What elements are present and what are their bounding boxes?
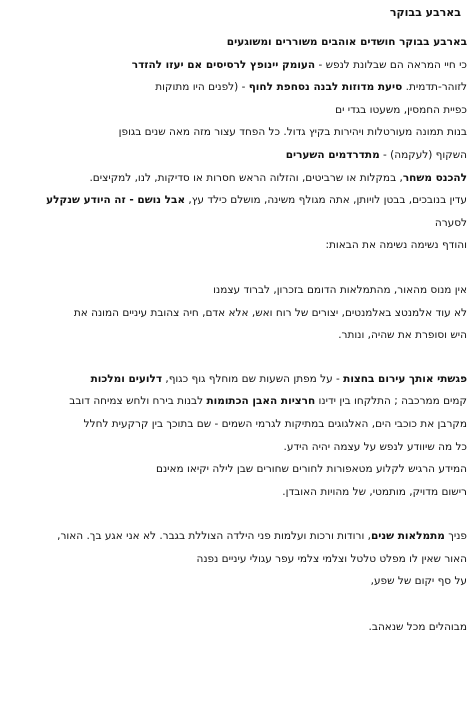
stanza-gap [8, 503, 467, 525]
text-line [8, 76, 467, 99]
text-span: , במקלות או שרביטים, והזלוה הראש חסרות או סדיקות, לנו, למקיצים. [89, 171, 403, 184]
text-line: לסערה [434, 216, 467, 229]
text-line: המידע הרגיש לקלוע מטאפורות לחורים שחורים שבן לילה יקיאו מאינם [155, 463, 467, 476]
emphasis-span: סיעת מדוזות לבנה נסחפת לחוף [248, 81, 403, 94]
text-span: פניך [444, 530, 467, 543]
text-line: אין מנוס מהאור, מהתמלאות הדומם בזכרון, לברוד עצמנו [213, 283, 467, 296]
text-line: כל מה שיוודע לנפש על עצמה יהיה הידע. [283, 440, 467, 453]
text-line [8, 368, 467, 391]
text-line: מבוהלים מכל שנאהב. [368, 621, 467, 634]
stanza-gap [8, 347, 467, 368]
text-span: - (לפנים היו מתוקות [155, 81, 249, 94]
text-span: עדין בנובכים, בבטן לויותן, אתה מגולף משינה, מושלם כילד עץ, [185, 194, 467, 207]
text-line: האור שאין לו מפלט טלטל וצלמי צלמי עפר עגולי עיניים נפנה [196, 552, 467, 565]
text-line: לא עוד אלמנטצ באלמנטים, יצורים של רוח ואש, אלא אדם, חיה צהובת עיניים המונה את [73, 306, 467, 319]
text-line: בארבע בבוקר חושדים אוהבים משוררים ומשוגעים [226, 36, 467, 48]
text-line [8, 390, 467, 413]
document-title: בארבע בבוקר [389, 6, 461, 19]
text-line [8, 525, 467, 548]
text-line [8, 167, 467, 190]
text-span: לבנות בירח ולחש צמיחה דובב [69, 395, 207, 408]
text-line: היש וסופרת את שהיה, ונותר. [338, 329, 467, 342]
stanza-gap [8, 593, 467, 616]
emphasis-span: להכנס משחר [402, 171, 467, 184]
text-line [8, 54, 467, 77]
text-span: השקוף (לעקמה) - [379, 148, 467, 161]
text-span: לזוהר-תדמית. [402, 81, 467, 94]
text-line: והודף נשימה נשימה את הבאות: [325, 239, 467, 252]
emphasis-span: דלועים ומלכות [90, 372, 163, 385]
text-span: - על מפתן השעות שם מוחלף גוף כגוף, [162, 372, 344, 385]
emphasis-span: חרציות האבן הכתומות [206, 395, 316, 408]
text-line [8, 189, 467, 212]
text-span: קמים ממרכבה ; התלקחו בין ידינו [315, 395, 467, 408]
emphasis-span: אבל נושם - זה היודע שנקלע [46, 194, 186, 207]
text-line: על סף יקום של שפע, [370, 575, 467, 588]
text-line: רישום מדויק, מותמטי, של מהויות האובדן. [282, 485, 467, 498]
text-line: כפיית החמסין, משעטו בגדי ים [335, 103, 467, 116]
text-line [8, 144, 467, 167]
text-span: , ורודות ורכות ועלמות פני הילדה הצוללת בגבר. לא אני אגע בך. האור, [57, 530, 371, 543]
emphasis-span: מתדרדמים השערים [285, 148, 380, 161]
stanza-gap [8, 257, 467, 279]
text-span: כי חיי המראה הם שבלונת לנפש - [315, 58, 467, 71]
emphasis-span: פגשתי אותך עירום בחצות [343, 372, 467, 385]
emphasis-span: מתמלאות שנים [370, 530, 445, 543]
emphasis-span: העומק יינופץ לרסיסים אם יעזו להזדר [131, 58, 316, 71]
text-line: מקרבן את כוכבי הים, האלגוגים במתיקות לגרמי השמים - שם בתוכך בין קרקעית לחלל [83, 417, 467, 430]
text-line: בנות תמונה מעורטלות ויהירות בקיץ גדול. כל הפחד עצור מזה מאה שנים בגופן [118, 126, 467, 139]
